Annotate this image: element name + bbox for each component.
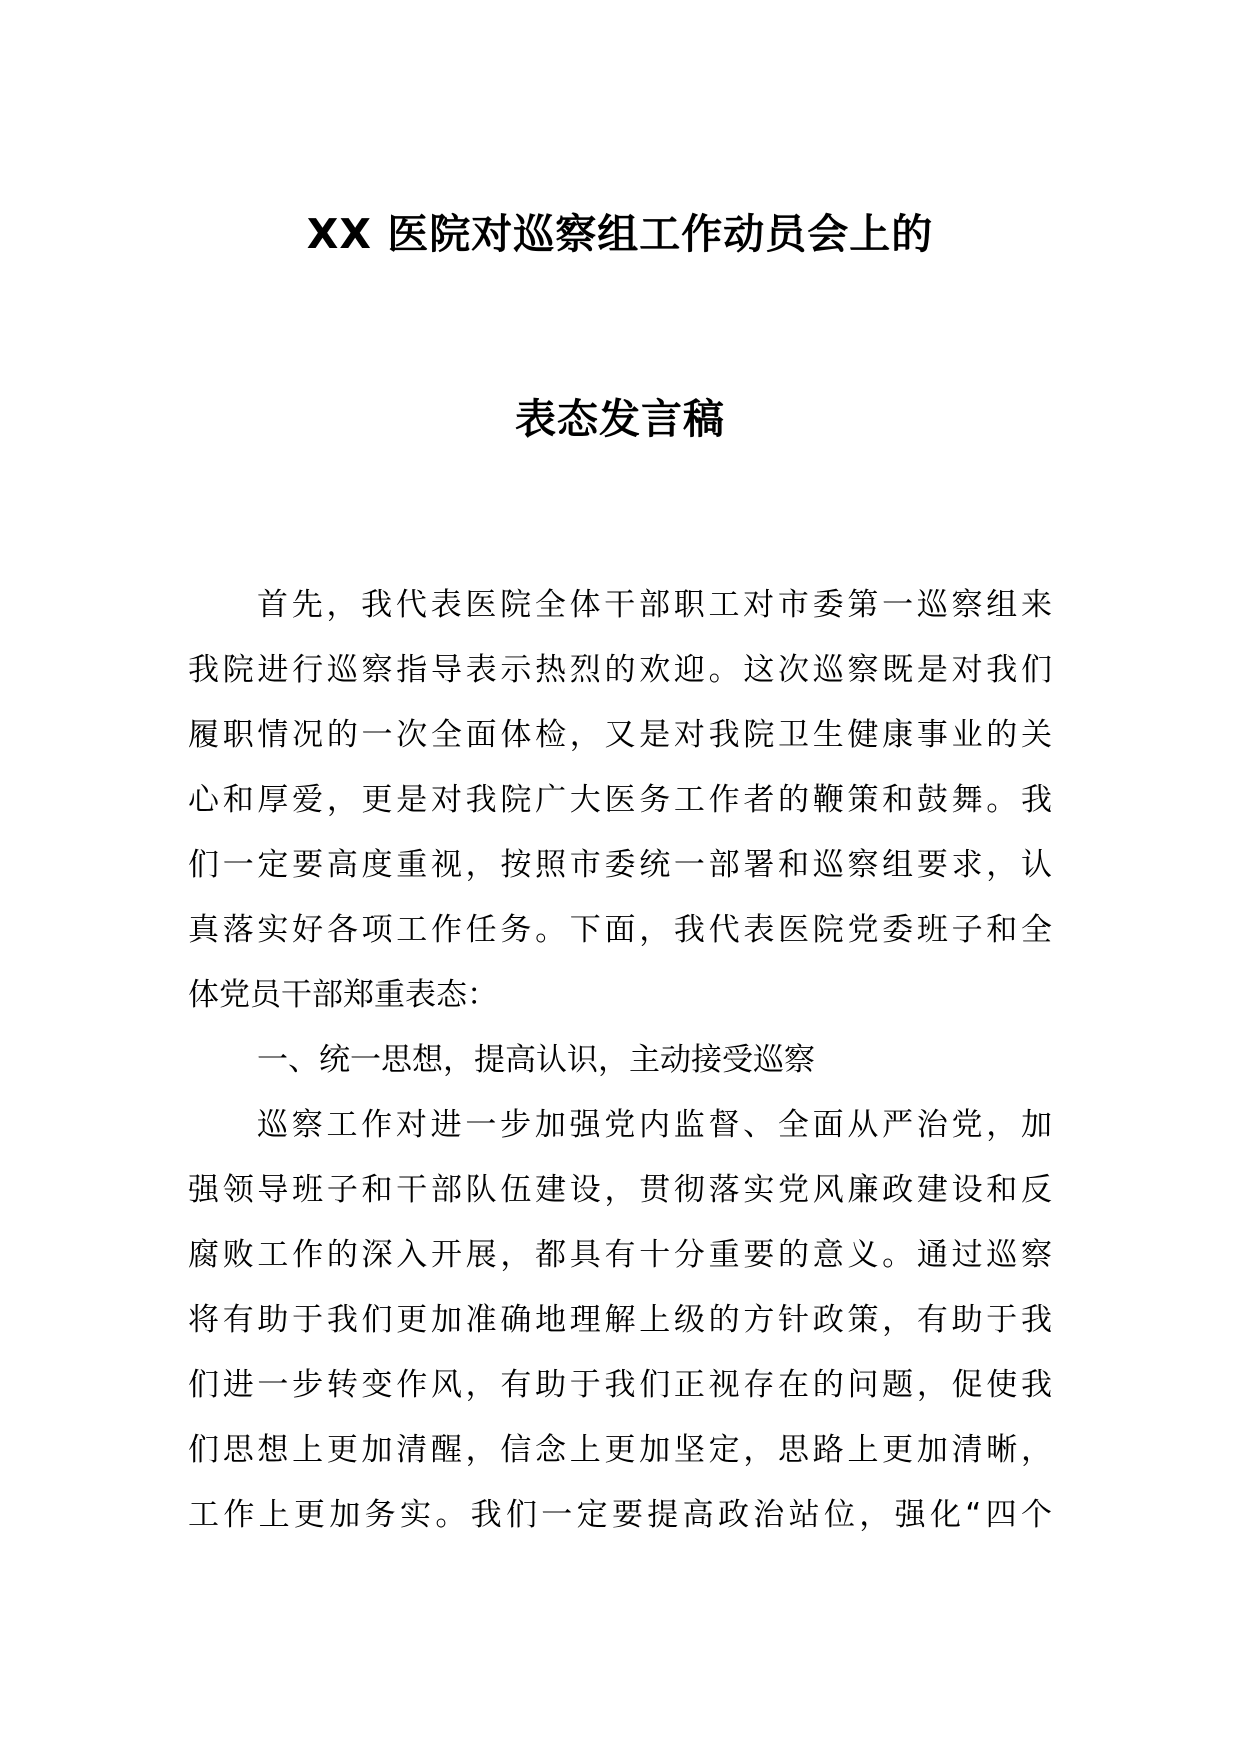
body-line: 体党员干部郑重表态： <box>188 977 498 1013</box>
body-line: 巡察工作对进一步加强党内监督、全面从严治党，加 <box>257 1107 1052 1143</box>
body-line: 工作上更加务实。我们一定要提高政治站位，强化“四个 <box>188 1497 1052 1533</box>
body-line: 我院进行巡察指导表示热烈的欢迎。这次巡察既是对我们 <box>188 652 1052 688</box>
body-line: 们思想上更加清醒，信念上更加坚定，思路上更加清晰， <box>188 1432 1052 1468</box>
body-line: 首先，我代表医院全体干部职工对市委第一巡察组来 <box>257 587 1052 623</box>
body-line: 强领导班子和干部队伍建设，贯彻落实党风廉政建设和反 <box>188 1172 1052 1208</box>
body-line: 们进一步转变作风，有助于我们正视存在的问题，促使我 <box>188 1367 1052 1403</box>
body-line: 将有助于我们更加准确地理解上级的方针政策，有助于我 <box>188 1302 1052 1338</box>
body-line: 一、统一思想，提高认识，主动接受巡察 <box>257 1042 815 1078</box>
body-line: 心和厚爱，更是对我院广大医务工作者的鞭策和鼓舞。我 <box>188 782 1052 818</box>
document-title-line-1: XX 医院对巡察组工作动员会上的 <box>306 210 934 258</box>
body-line: 们一定要高度重视，按照市委统一部署和巡察组要求，认 <box>188 847 1052 883</box>
body-line: 履职情况的一次全面体检，又是对我院卫生健康事业的关 <box>188 717 1052 753</box>
document-title-line-2: 表态发言稿 <box>515 395 725 443</box>
body-line: 腐败工作的深入开展，都具有十分重要的意义。通过巡察 <box>188 1237 1052 1273</box>
document-body <box>188 573 1052 1548</box>
body-line: 真落实好各项工作任务。下面，我代表医院党委班子和全 <box>188 912 1052 948</box>
